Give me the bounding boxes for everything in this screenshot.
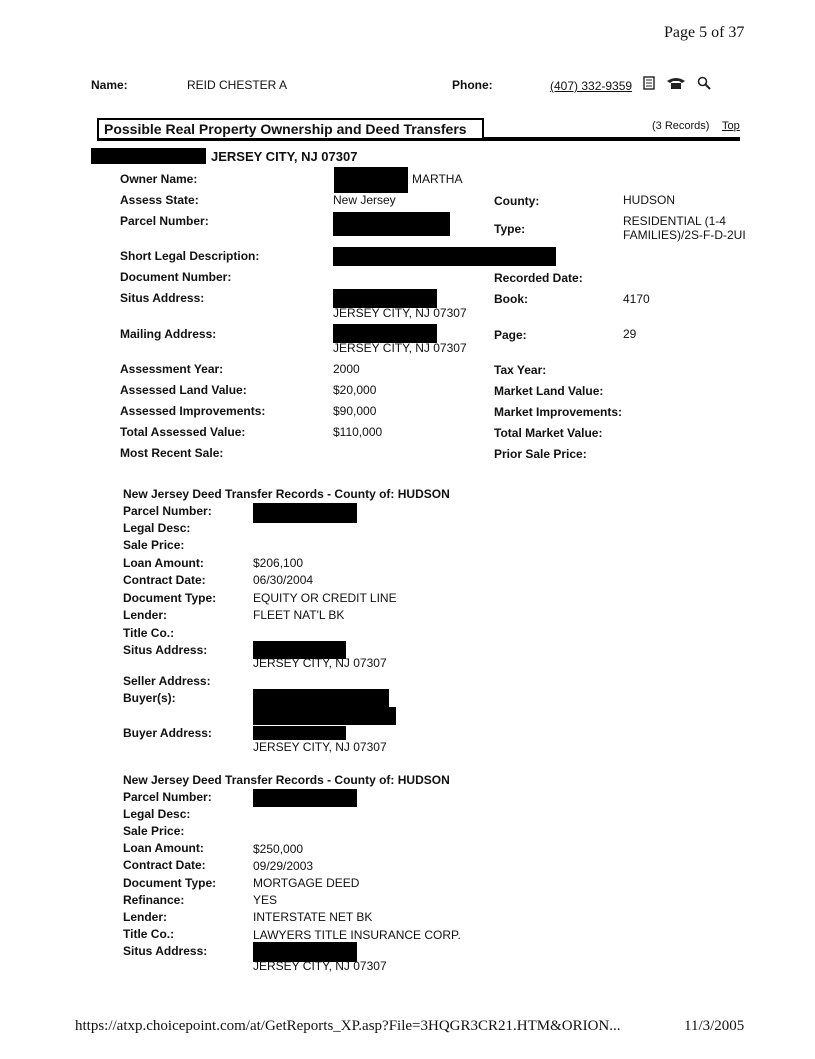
deed2-lender-value: INTERSTATE NET BK — [253, 910, 373, 924]
deed2-contract-value: 09/29/2003 — [253, 859, 314, 873]
phone-label: Phone: — [452, 78, 493, 92]
mailing-label: Mailing Address: — [120, 327, 217, 341]
improvements-value: $90,000 — [333, 404, 377, 418]
total-assessed-label: Total Assessed Value: — [120, 425, 246, 439]
section-title: Possible Real Property Ownership and Deed Transfers — [104, 121, 467, 137]
deed1-buyers-label: Buyer(s): — [123, 691, 176, 705]
deed2-lender-label: Lender: — [123, 910, 168, 924]
deed2-sale-price-label: Sale Price: — [123, 824, 185, 838]
assess-year-label: Assessment Year: — [120, 362, 224, 376]
prior-sale-label: Prior Sale Price: — [494, 447, 587, 461]
name-label: Name: — [91, 78, 128, 92]
short-legal-label: Short Legal Description: — [120, 249, 260, 263]
report-icon[interactable] — [642, 76, 656, 93]
deed2-heading: New Jersey Deed Transfer Records - County of: HUDSON — [123, 773, 450, 787]
page-number: Page 5 of 37 — [664, 24, 745, 41]
tax-year-label: Tax Year: — [494, 363, 547, 377]
deed2-refinance-label: Refinance: — [123, 893, 185, 907]
deed1-situs-value: JERSEY CITY, NJ 07307 — [253, 656, 387, 670]
deed2-title-value: LAWYERS TITLE INSURANCE CORP. — [253, 928, 461, 942]
header-icons — [642, 76, 711, 95]
deed2-refinance-value: YES — [253, 893, 278, 907]
deed1-seller-label: Seller Address: — [123, 674, 211, 688]
redaction-block — [253, 503, 357, 523]
deed1-lender-value: FLEET NAT'L BK — [253, 608, 345, 622]
mailing-value: JERSEY CITY, NJ 07307 — [333, 341, 467, 355]
deed1-heading: New Jersey Deed Transfer Records - County of: HUDSON — [123, 487, 450, 501]
redaction-block — [333, 212, 450, 236]
redaction-block — [253, 726, 346, 740]
owner-value: MARTHA — [412, 172, 463, 186]
deed1-doc-type-label: Document Type: — [123, 591, 217, 605]
redaction-block — [91, 148, 206, 164]
deed1-loan-value: $206,100 — [253, 556, 304, 570]
recent-sale-label: Most Recent Sale: — [120, 446, 224, 460]
deed2-loan-value: $250,000 — [253, 842, 304, 856]
total-assessed-value: $110,000 — [333, 425, 383, 439]
deed2-legal-label: Legal Desc: — [123, 807, 191, 821]
redaction-block — [253, 789, 357, 807]
deed1-parcel-label: Parcel Number: — [123, 504, 212, 518]
name-value: REID CHESTER A — [187, 78, 288, 92]
deed1-contract-value: 06/30/2004 — [253, 573, 314, 587]
owner-label: Owner Name: — [120, 172, 198, 186]
deed1-sale-price-label: Sale Price: — [123, 538, 185, 552]
phone-icon[interactable] — [666, 76, 686, 93]
deed2-parcel-label: Parcel Number: — [123, 790, 212, 804]
land-value-value: $20,000 — [333, 383, 377, 397]
parcel-label: Parcel Number: — [120, 214, 209, 228]
redaction-block — [253, 707, 396, 725]
deed1-loan-label: Loan Amount: — [123, 556, 204, 570]
deed1-buyer-addr-value: JERSEY CITY, NJ 07307 — [253, 740, 387, 754]
property-city-line: JERSEY CITY, NJ 07307 — [211, 149, 358, 164]
county-label: County: — [494, 194, 540, 208]
type-label: Type: — [494, 222, 526, 236]
deed2-doc-type-value: MORTGAGE DEED — [253, 876, 360, 890]
assess-state-label: Assess State: — [120, 193, 199, 207]
assess-year-value: 2000 — [333, 362, 360, 376]
book-value: 4170 — [623, 292, 650, 306]
county-value: HUDSON — [623, 193, 676, 207]
top-link[interactable]: Top — [722, 120, 740, 132]
deed1-title-label: Title Co.: — [123, 626, 175, 640]
redaction-block — [333, 247, 556, 266]
deed2-situs-value: JERSEY CITY, NJ 07307 — [253, 959, 387, 973]
redaction-block — [334, 167, 408, 193]
page-value: 29 — [623, 327, 637, 341]
deed2-loan-label: Loan Amount: — [123, 841, 204, 855]
improvements-label: Assessed Improvements: — [120, 404, 266, 418]
deed1-lender-label: Lender: — [123, 608, 168, 622]
total-market-label: Total Market Value: — [494, 426, 603, 440]
deed1-contract-label: Contract Date: — [123, 573, 206, 587]
assess-state-value: New Jersey — [333, 193, 396, 207]
recorded-date-label: Recorded Date: — [494, 271, 583, 285]
doc-number-label: Document Number: — [120, 270, 232, 284]
deed1-situs-label: Situs Address: — [123, 643, 208, 657]
phone-link[interactable]: (407) 332-9359 — [550, 79, 633, 93]
deed1-doc-type-value: EQUITY OR CREDIT LINE — [253, 591, 397, 605]
deed1-legal-label: Legal Desc: — [123, 521, 191, 535]
page-label: Page: — [494, 328, 527, 342]
redaction-block — [253, 689, 389, 709]
deed1-buyer-addr-label: Buyer Address: — [123, 726, 212, 740]
market-improvements-label: Market Improvements: — [494, 405, 623, 419]
deed2-doc-type-label: Document Type: — [123, 876, 217, 890]
situs-label: Situs Address: — [120, 291, 205, 305]
deed2-title-label: Title Co.: — [123, 927, 175, 941]
situs-value: JERSEY CITY, NJ 07307 — [333, 306, 467, 320]
footer-url: https://atxp.choicepoint.com/at/GetReports_XP.asp?File=3HQGR3CR21.HTM&ORION... — [75, 1018, 621, 1034]
footer-date: 11/3/2005 — [684, 1018, 745, 1034]
land-value-label: Assessed Land Value: — [120, 383, 247, 397]
records-count: (3 Records) — [652, 120, 710, 132]
book-label: Book: — [494, 292, 528, 306]
market-land-label: Market Land Value: — [494, 384, 604, 398]
deed2-contract-label: Contract Date: — [123, 858, 206, 872]
type-value-line-2: FAMILIES)/2S-F-D-2UI — [623, 228, 746, 242]
deed2-situs-label: Situs Address: — [123, 944, 208, 958]
search-icon[interactable] — [697, 76, 711, 93]
type-value-line-1: RESIDENTIAL (1-4 — [623, 214, 726, 228]
